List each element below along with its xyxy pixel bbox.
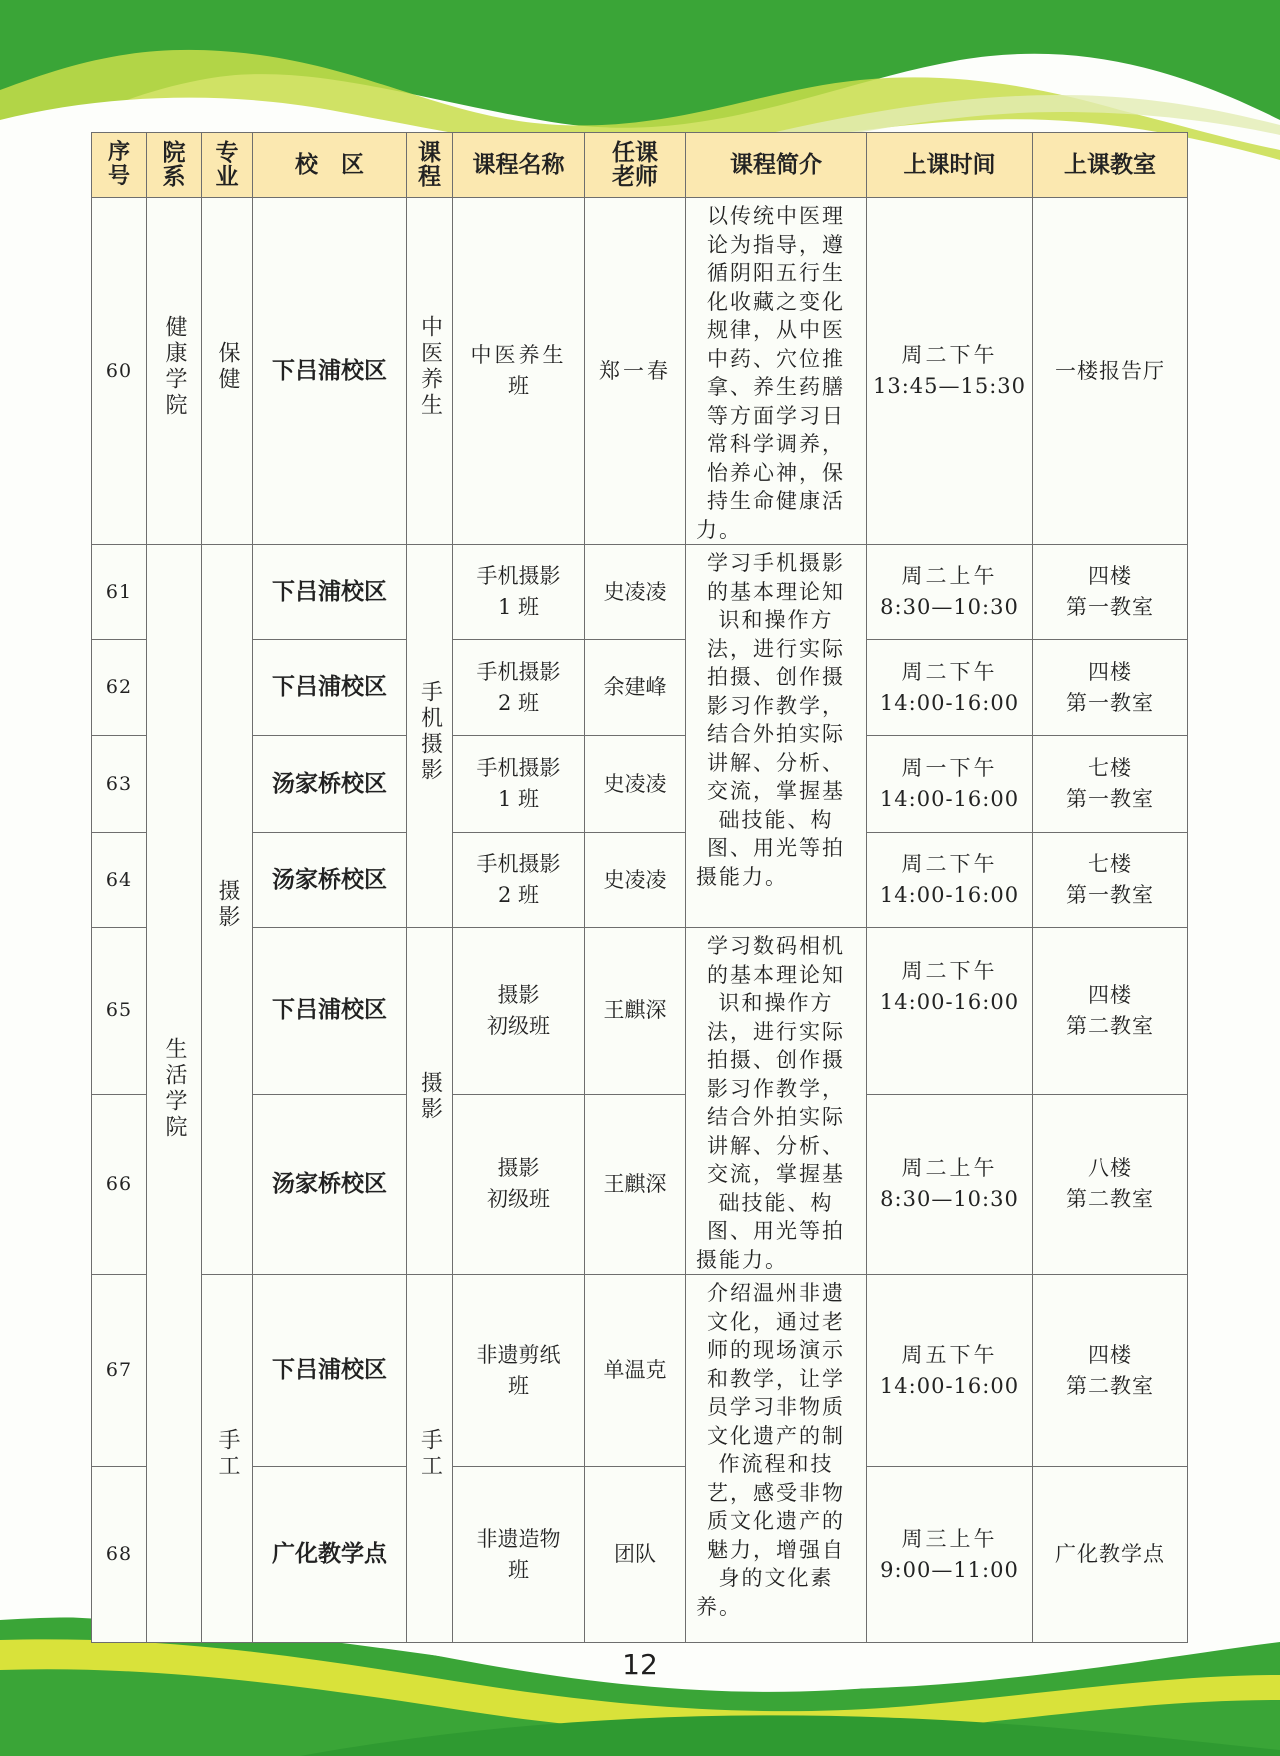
- campus-cell: 汤家桥校区: [253, 833, 407, 928]
- course-group-cell: 手工: [407, 1275, 453, 1643]
- teacher-cell: 余建峰: [585, 640, 686, 736]
- campus-cell: 下吕浦校区: [253, 545, 407, 640]
- room-cell: 四楼 第二教室: [1033, 1275, 1188, 1467]
- room-cell: 七楼 第一教室: [1033, 736, 1188, 833]
- time-cell: 周二下午 14:00-16:00: [867, 928, 1033, 1095]
- room-cell: 广化教学点: [1033, 1467, 1188, 1643]
- table-row: [92, 640, 1188, 736]
- course-name-cell: 手机摄影 1 班: [453, 736, 585, 833]
- room-cell: 八楼 第二教室: [1033, 1094, 1188, 1274]
- major-cell: 摄影: [202, 545, 253, 1275]
- campus-cell: 下吕浦校区: [253, 928, 407, 1095]
- row-index: 67: [92, 1275, 147, 1467]
- teacher-cell: 团队: [585, 1467, 686, 1643]
- teacher-cell: 史凌凌: [585, 545, 686, 640]
- course-group-cell: 手机摄影: [407, 545, 453, 928]
- course-name-cell: 手机摄影 2 班: [453, 833, 585, 928]
- time-cell: 周二下午 14:00-16:00: [867, 833, 1033, 928]
- header-college: 院系: [147, 133, 202, 198]
- teacher-cell: 单温克: [585, 1275, 686, 1467]
- table-row: [92, 1094, 1188, 1274]
- course-name-cell: 手机摄影 1 班: [453, 545, 585, 640]
- time-cell: 周二下午 13:45—15:30: [867, 198, 1033, 545]
- row-index: 68: [92, 1467, 147, 1643]
- course-name-cell: 手机摄影 2 班: [453, 640, 585, 736]
- college-cell: 生活学院: [147, 545, 202, 1643]
- time-cell: 周二下午 14:00-16:00: [867, 640, 1033, 736]
- table-row: [92, 1275, 1188, 1467]
- table-row: [92, 1467, 1188, 1643]
- header-course-name: 课程名称: [453, 133, 585, 198]
- campus-cell: 下吕浦校区: [253, 640, 407, 736]
- time-cell: 周二上午 8:30—10:30: [867, 545, 1033, 640]
- row-index: 60: [92, 198, 147, 545]
- course-name-cell: 摄影 初级班: [453, 1094, 585, 1274]
- intro-cell: 学习手机摄影的基本理论知识和操作方法，进行实际拍摄、创作摄影习作教学，结合外拍实际讲解、分析、交流，掌握基础技能、构图、用光等拍摄能力。: [686, 545, 867, 928]
- header-row: [92, 133, 1188, 198]
- header-room: 上课教室: [1033, 133, 1188, 198]
- course-name-cell: 非遗造物 班: [453, 1467, 585, 1643]
- course-name-cell: 非遗剪纸 班: [453, 1275, 585, 1467]
- intro-cell: 介绍温州非遗文化，通过老师的现场演示和教学，让学员学习非物质文化遗产的制作流程和技艺，感受非物质文化遗产的魅力，增强自身的文化素养。: [686, 1275, 867, 1643]
- header-teacher: 任课老师: [585, 133, 686, 198]
- course-table: [91, 132, 1188, 1643]
- row-index: 63: [92, 736, 147, 833]
- header-intro: 课程简介: [686, 133, 867, 198]
- time-cell: 周二上午 8:30—10:30: [867, 1094, 1033, 1274]
- table-row: [92, 833, 1188, 928]
- header-campus: 校 区: [253, 133, 407, 198]
- time-cell: 周一下午 14:00-16:00: [867, 736, 1033, 833]
- header-time: 上课时间: [867, 133, 1033, 198]
- row-index: 61: [92, 545, 147, 640]
- time-cell: 周五下午 14:00-16:00: [867, 1275, 1033, 1467]
- time-cell: 周三上午 9:00—11:00: [867, 1467, 1033, 1643]
- campus-cell: 广化教学点: [253, 1467, 407, 1643]
- teacher-cell: 郑一春: [585, 198, 686, 545]
- header-index: 序号: [92, 133, 147, 198]
- page-number: 12: [622, 1648, 658, 1681]
- college-cell: 健康学院: [147, 198, 202, 545]
- row-index: 65: [92, 928, 147, 1095]
- room-cell: 四楼 第二教室: [1033, 928, 1188, 1095]
- row-index: 62: [92, 640, 147, 736]
- campus-cell: 汤家桥校区: [253, 736, 407, 833]
- intro-cell: 学习数码相机的基本理论知识和操作方法，进行实际拍摄、创作摄影习作教学，结合外拍实际讲解、分析、交流，掌握基础技能、构图、用光等拍摄能力。: [686, 928, 867, 1275]
- room-cell: 四楼 第一教室: [1033, 545, 1188, 640]
- intro-cell: 以传统中医理论为指导，遵循阴阳五行生化收藏之变化规律，从中医中药、穴位推拿、养生药膳等方面学习日常科学调养，怡养心神，保持生命健康活力。: [686, 198, 867, 545]
- room-cell: 四楼 第一教室: [1033, 640, 1188, 736]
- campus-cell: 汤家桥校区: [253, 1094, 407, 1274]
- campus-cell: 下吕浦校区: [253, 1275, 407, 1467]
- table-row: [92, 736, 1188, 833]
- table-row: [92, 198, 1188, 545]
- teacher-cell: 史凌凌: [585, 833, 686, 928]
- course-name-cell: 中医养生 班: [453, 198, 585, 545]
- course-group-cell: 中医养生: [407, 198, 453, 545]
- teacher-cell: 王麒深: [585, 1094, 686, 1274]
- header-course: 课程: [407, 133, 453, 198]
- row-index: 64: [92, 833, 147, 928]
- header-major: 专业: [202, 133, 253, 198]
- room-cell: 一楼报告厅: [1033, 198, 1188, 545]
- campus-cell: 下吕浦校区: [253, 198, 407, 545]
- major-cell: 保健: [202, 198, 253, 545]
- table-row: [92, 928, 1188, 1095]
- table-row: [92, 545, 1188, 640]
- teacher-cell: 史凌凌: [585, 736, 686, 833]
- row-index: 66: [92, 1094, 147, 1274]
- teacher-cell: 王麒深: [585, 928, 686, 1095]
- major-cell: 手工: [202, 1275, 253, 1643]
- course-name-cell: 摄影 初级班: [453, 928, 585, 1095]
- room-cell: 七楼 第一教室: [1033, 833, 1188, 928]
- course-group-cell: 摄影: [407, 928, 453, 1275]
